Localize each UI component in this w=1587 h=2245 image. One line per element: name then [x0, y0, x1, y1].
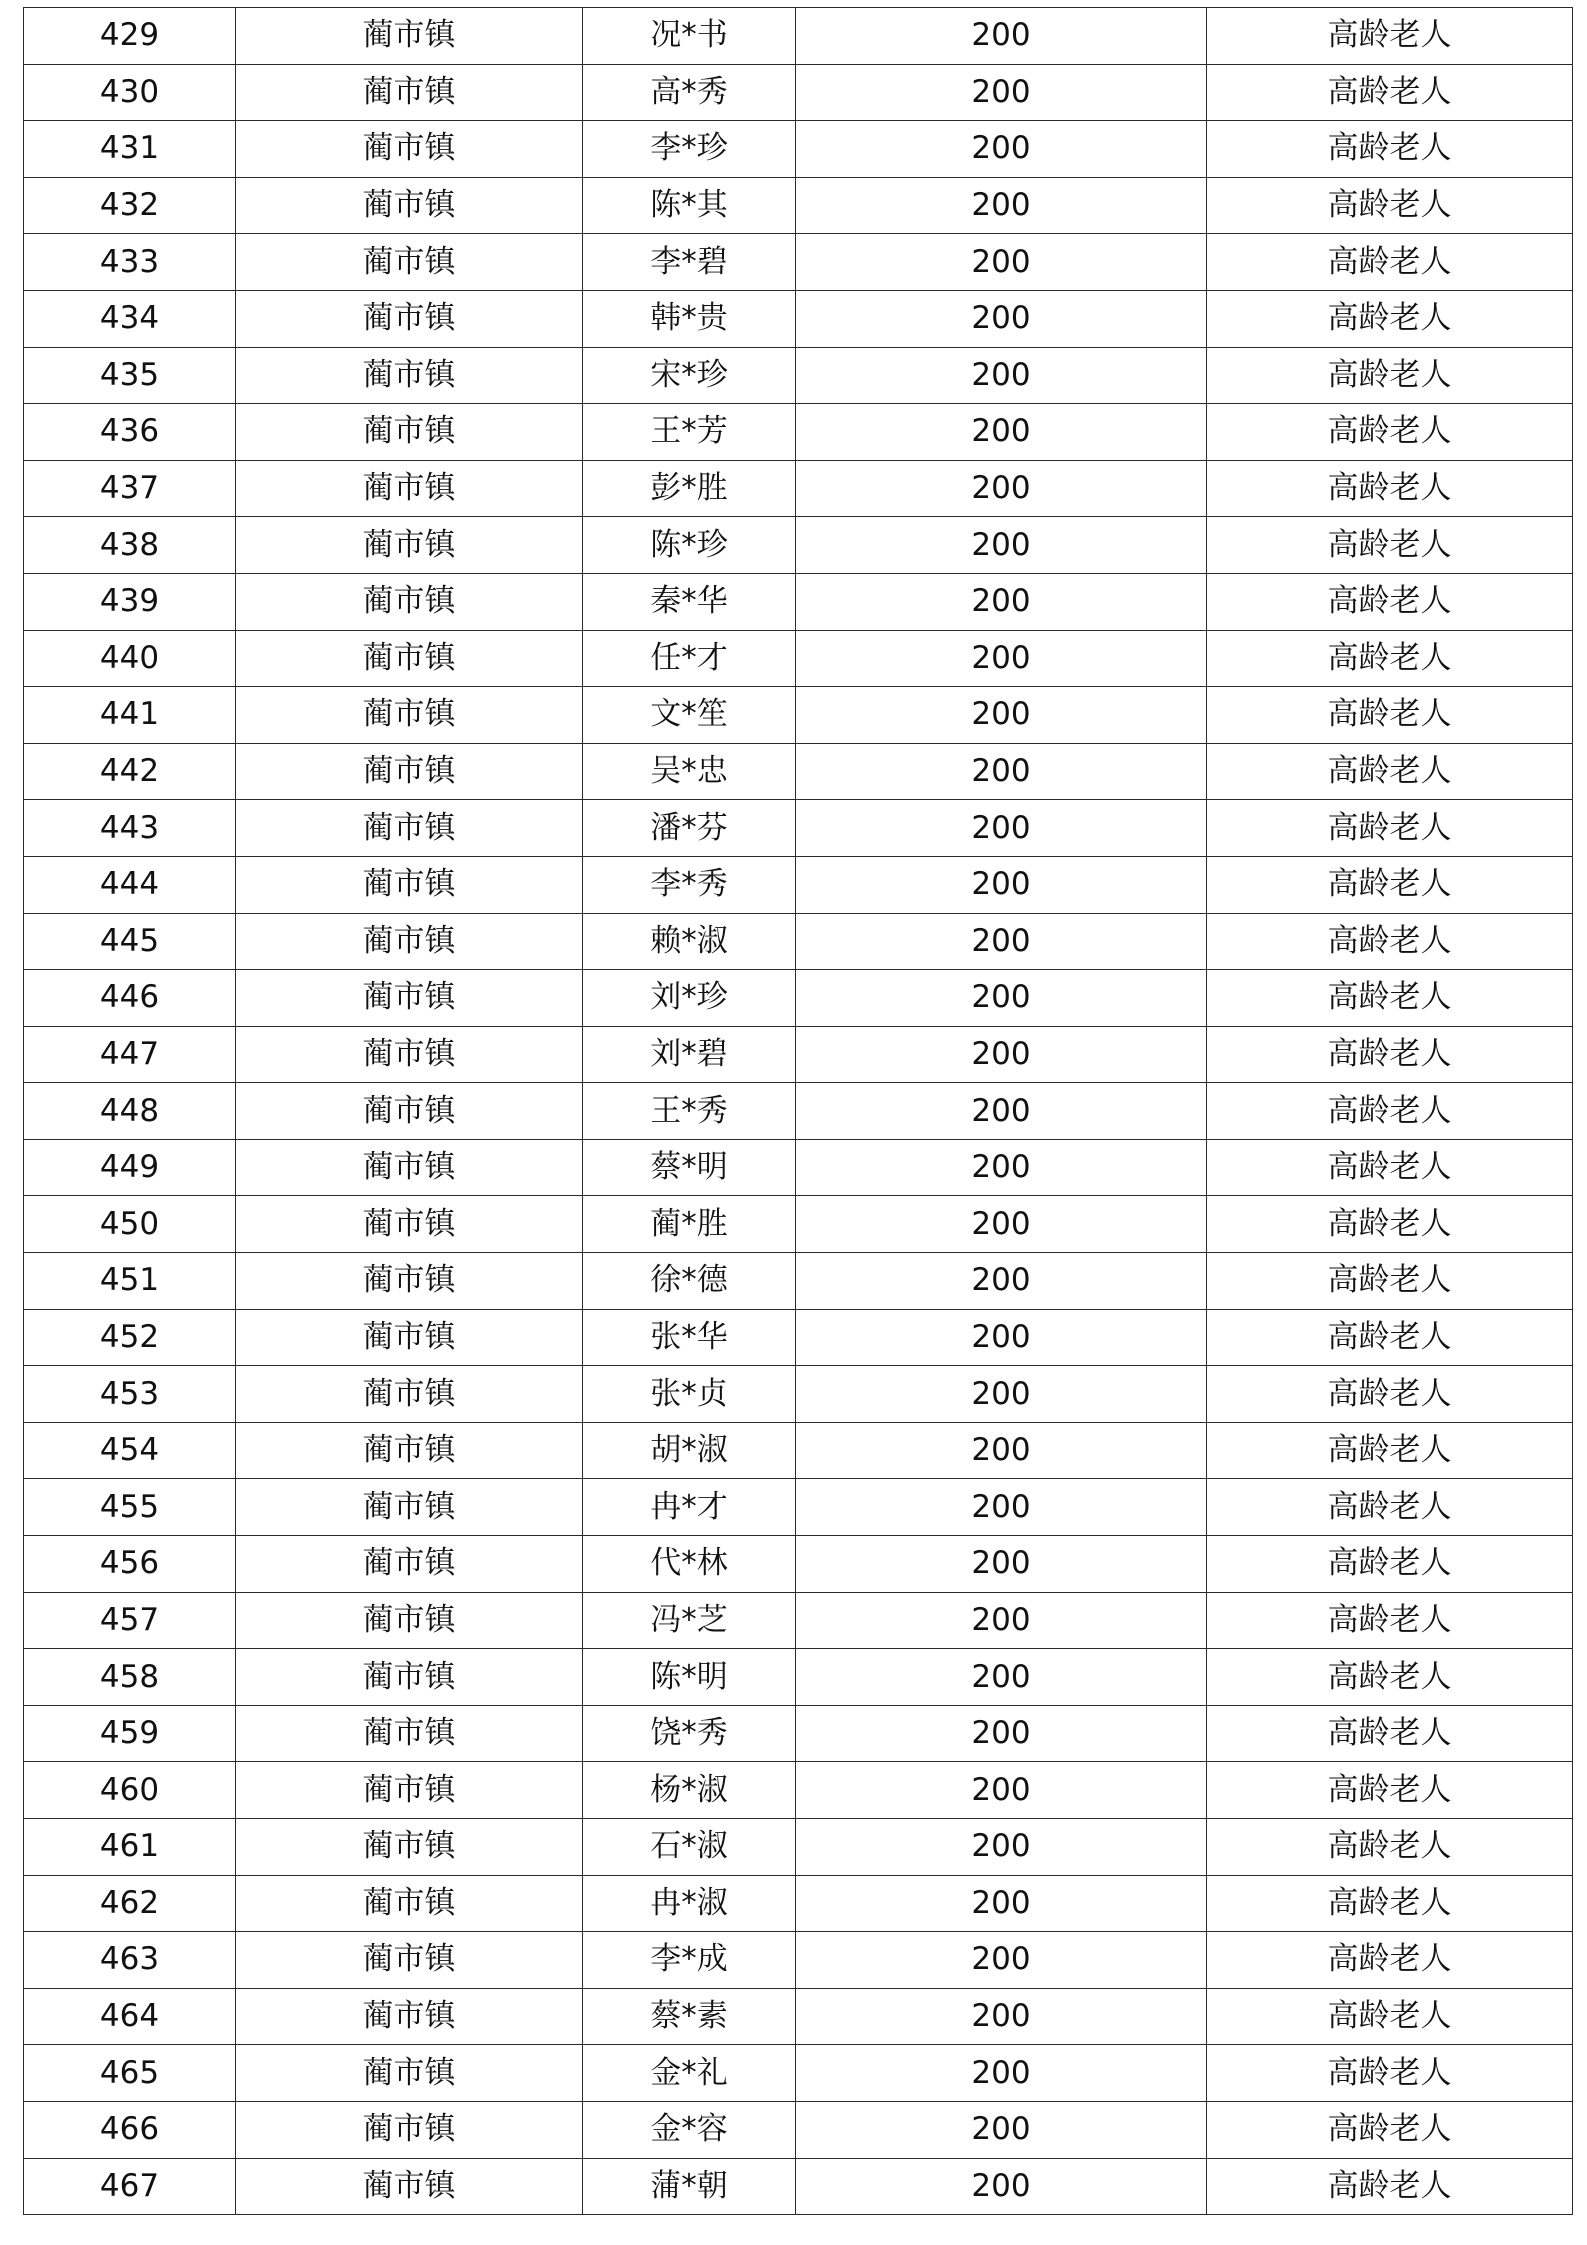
town-cell: 蔺市镇: [236, 573, 583, 630]
table-row: [24, 1649, 1573, 1706]
table-row: [24, 1366, 1573, 1423]
amount-cell: 200: [796, 743, 1207, 800]
amount-cell: 200: [796, 970, 1207, 1027]
category-cell: 高龄老人: [1207, 2158, 1573, 2215]
serial-number-cell: 453: [24, 1366, 236, 1423]
category-cell: 高龄老人: [1207, 64, 1573, 121]
town-cell: 蔺市镇: [236, 234, 583, 291]
table-row: [24, 2101, 1573, 2158]
amount-cell: 200: [796, 64, 1207, 121]
name-cell: 任*才: [583, 630, 796, 687]
town-cell: 蔺市镇: [236, 517, 583, 574]
table-row: [24, 743, 1573, 800]
table-row: [24, 1083, 1573, 1140]
table-row: [24, 1592, 1573, 1649]
category-cell: 高龄老人: [1207, 290, 1573, 347]
table-row: [24, 1988, 1573, 2045]
amount-cell: 200: [796, 1592, 1207, 1649]
table-row: [24, 1932, 1573, 1989]
category-cell: 高龄老人: [1207, 404, 1573, 461]
table-row: [24, 1762, 1573, 1819]
category-cell: 高龄老人: [1207, 1366, 1573, 1423]
table-row: [24, 630, 1573, 687]
amount-cell: 200: [796, 1479, 1207, 1536]
name-cell: 秦*华: [583, 573, 796, 630]
category-cell: 高龄老人: [1207, 1026, 1573, 1083]
amount-cell: 200: [796, 1536, 1207, 1593]
name-cell: 潘*芬: [583, 800, 796, 857]
town-cell: 蔺市镇: [236, 2158, 583, 2215]
town-cell: 蔺市镇: [236, 1649, 583, 1706]
amount-cell: 200: [796, 1819, 1207, 1876]
category-cell: 高龄老人: [1207, 573, 1573, 630]
town-cell: 蔺市镇: [236, 347, 583, 404]
name-cell: 况*书: [583, 8, 796, 65]
table-row: [24, 1705, 1573, 1762]
town-cell: 蔺市镇: [236, 177, 583, 234]
amount-cell: 200: [796, 687, 1207, 744]
category-cell: 高龄老人: [1207, 856, 1573, 913]
category-cell: 高龄老人: [1207, 517, 1573, 574]
serial-number-cell: 438: [24, 517, 236, 574]
serial-number-cell: 455: [24, 1479, 236, 1536]
serial-number-cell: 464: [24, 1988, 236, 2045]
amount-cell: 200: [796, 1309, 1207, 1366]
table-row: [24, 1819, 1573, 1876]
serial-number-cell: 445: [24, 913, 236, 970]
category-cell: 高龄老人: [1207, 460, 1573, 517]
amount-cell: 200: [796, 177, 1207, 234]
town-cell: 蔺市镇: [236, 1139, 583, 1196]
amount-cell: 200: [796, 234, 1207, 291]
name-cell: 胡*淑: [583, 1422, 796, 1479]
town-cell: 蔺市镇: [236, 1026, 583, 1083]
amount-cell: 200: [796, 2101, 1207, 2158]
amount-cell: 200: [796, 1649, 1207, 1706]
category-cell: 高龄老人: [1207, 1536, 1573, 1593]
name-cell: 冉*淑: [583, 1875, 796, 1932]
town-cell: 蔺市镇: [236, 1309, 583, 1366]
serial-number-cell: 437: [24, 460, 236, 517]
serial-number-cell: 439: [24, 573, 236, 630]
name-cell: 蔺*胜: [583, 1196, 796, 1253]
name-cell: 李*秀: [583, 856, 796, 913]
table-row: [24, 64, 1573, 121]
table-body: [24, 8, 1573, 2215]
category-cell: 高龄老人: [1207, 2045, 1573, 2102]
category-cell: 高龄老人: [1207, 121, 1573, 178]
category-cell: 高龄老人: [1207, 630, 1573, 687]
serial-number-cell: 451: [24, 1253, 236, 1310]
table-row: [24, 2045, 1573, 2102]
table-row: [24, 1422, 1573, 1479]
category-cell: 高龄老人: [1207, 800, 1573, 857]
name-cell: 代*林: [583, 1536, 796, 1593]
serial-number-cell: 443: [24, 800, 236, 857]
town-cell: 蔺市镇: [236, 2045, 583, 2102]
table-row: [24, 460, 1573, 517]
amount-cell: 200: [796, 573, 1207, 630]
town-cell: 蔺市镇: [236, 743, 583, 800]
amount-cell: 200: [796, 517, 1207, 574]
town-cell: 蔺市镇: [236, 913, 583, 970]
category-cell: 高龄老人: [1207, 1083, 1573, 1140]
name-cell: 李*珍: [583, 121, 796, 178]
name-cell: 冉*才: [583, 1479, 796, 1536]
amount-cell: 200: [796, 460, 1207, 517]
amount-cell: 200: [796, 1366, 1207, 1423]
category-cell: 高龄老人: [1207, 1479, 1573, 1536]
table-row: [24, 1479, 1573, 1536]
table-row: [24, 1253, 1573, 1310]
name-cell: 彭*胜: [583, 460, 796, 517]
category-cell: 高龄老人: [1207, 1875, 1573, 1932]
serial-number-cell: 444: [24, 856, 236, 913]
amount-cell: 200: [796, 1139, 1207, 1196]
serial-number-cell: 466: [24, 2101, 236, 2158]
serial-number-cell: 459: [24, 1705, 236, 1762]
amount-cell: 200: [796, 1026, 1207, 1083]
name-cell: 金*礼: [583, 2045, 796, 2102]
name-cell: 杨*淑: [583, 1762, 796, 1819]
table-row: [24, 1536, 1573, 1593]
name-cell: 李*碧: [583, 234, 796, 291]
town-cell: 蔺市镇: [236, 800, 583, 857]
serial-number-cell: 454: [24, 1422, 236, 1479]
serial-number-cell: 435: [24, 347, 236, 404]
serial-number-cell: 462: [24, 1875, 236, 1932]
table-row: [24, 404, 1573, 461]
name-cell: 张*贞: [583, 1366, 796, 1423]
table-row: [24, 856, 1573, 913]
serial-number-cell: 452: [24, 1309, 236, 1366]
amount-cell: 200: [796, 1422, 1207, 1479]
name-cell: 刘*碧: [583, 1026, 796, 1083]
town-cell: 蔺市镇: [236, 687, 583, 744]
amount-cell: 200: [796, 800, 1207, 857]
name-cell: 王*秀: [583, 1083, 796, 1140]
town-cell: 蔺市镇: [236, 290, 583, 347]
amount-cell: 200: [796, 1196, 1207, 1253]
serial-number-cell: 465: [24, 2045, 236, 2102]
table-row: [24, 970, 1573, 1027]
category-cell: 高龄老人: [1207, 1422, 1573, 1479]
amount-cell: 200: [796, 1083, 1207, 1140]
name-cell: 李*成: [583, 1932, 796, 1989]
name-cell: 蔡*素: [583, 1988, 796, 2045]
name-cell: 金*容: [583, 2101, 796, 2158]
category-cell: 高龄老人: [1207, 347, 1573, 404]
category-cell: 高龄老人: [1207, 1988, 1573, 2045]
amount-cell: 200: [796, 290, 1207, 347]
serial-number-cell: 433: [24, 234, 236, 291]
amount-cell: 200: [796, 630, 1207, 687]
table-row: [24, 517, 1573, 574]
table-row: [24, 687, 1573, 744]
table-row: [24, 1026, 1573, 1083]
category-cell: 高龄老人: [1207, 234, 1573, 291]
town-cell: 蔺市镇: [236, 1988, 583, 2045]
town-cell: 蔺市镇: [236, 404, 583, 461]
serial-number-cell: 460: [24, 1762, 236, 1819]
serial-number-cell: 429: [24, 8, 236, 65]
table-row: [24, 234, 1573, 291]
table-row: [24, 177, 1573, 234]
amount-cell: 200: [796, 1253, 1207, 1310]
table-row: [24, 913, 1573, 970]
category-cell: 高龄老人: [1207, 1196, 1573, 1253]
town-cell: 蔺市镇: [236, 970, 583, 1027]
serial-number-cell: 456: [24, 1536, 236, 1593]
town-cell: 蔺市镇: [236, 2101, 583, 2158]
town-cell: 蔺市镇: [236, 121, 583, 178]
category-cell: 高龄老人: [1207, 1762, 1573, 1819]
category-cell: 高龄老人: [1207, 8, 1573, 65]
serial-number-cell: 457: [24, 1592, 236, 1649]
town-cell: 蔺市镇: [236, 64, 583, 121]
category-cell: 高龄老人: [1207, 177, 1573, 234]
category-cell: 高龄老人: [1207, 1932, 1573, 1989]
amount-cell: 200: [796, 2045, 1207, 2102]
serial-number-cell: 450: [24, 1196, 236, 1253]
town-cell: 蔺市镇: [236, 1479, 583, 1536]
amount-cell: 200: [796, 1705, 1207, 1762]
category-cell: 高龄老人: [1207, 687, 1573, 744]
amount-cell: 200: [796, 1762, 1207, 1819]
serial-number-cell: 440: [24, 630, 236, 687]
amount-cell: 200: [796, 121, 1207, 178]
name-cell: 陈*明: [583, 1649, 796, 1706]
amount-cell: 200: [796, 404, 1207, 461]
table-row: [24, 121, 1573, 178]
table-row: [24, 2158, 1573, 2215]
category-cell: 高龄老人: [1207, 2101, 1573, 2158]
town-cell: 蔺市镇: [236, 1196, 583, 1253]
town-cell: 蔺市镇: [236, 1819, 583, 1876]
name-cell: 赖*淑: [583, 913, 796, 970]
town-cell: 蔺市镇: [236, 1536, 583, 1593]
category-cell: 高龄老人: [1207, 1139, 1573, 1196]
amount-cell: 200: [796, 347, 1207, 404]
name-cell: 蒲*朝: [583, 2158, 796, 2215]
town-cell: 蔺市镇: [236, 1083, 583, 1140]
table-row: [24, 800, 1573, 857]
town-cell: 蔺市镇: [236, 1592, 583, 1649]
name-cell: 宋*珍: [583, 347, 796, 404]
name-cell: 石*淑: [583, 1819, 796, 1876]
serial-number-cell: 431: [24, 121, 236, 178]
serial-number-cell: 449: [24, 1139, 236, 1196]
serial-number-cell: 436: [24, 404, 236, 461]
category-cell: 高龄老人: [1207, 913, 1573, 970]
amount-cell: 200: [796, 913, 1207, 970]
category-cell: 高龄老人: [1207, 1309, 1573, 1366]
name-cell: 饶*秀: [583, 1705, 796, 1762]
serial-number-cell: 442: [24, 743, 236, 800]
name-cell: 吴*忠: [583, 743, 796, 800]
category-cell: 高龄老人: [1207, 970, 1573, 1027]
name-cell: 张*华: [583, 1309, 796, 1366]
table-container: [23, 7, 1572, 2215]
name-cell: 王*芳: [583, 404, 796, 461]
category-cell: 高龄老人: [1207, 1819, 1573, 1876]
serial-number-cell: 461: [24, 1819, 236, 1876]
serial-number-cell: 458: [24, 1649, 236, 1706]
category-cell: 高龄老人: [1207, 743, 1573, 800]
serial-number-cell: 448: [24, 1083, 236, 1140]
name-cell: 韩*贵: [583, 290, 796, 347]
town-cell: 蔺市镇: [236, 1366, 583, 1423]
town-cell: 蔺市镇: [236, 1422, 583, 1479]
town-cell: 蔺市镇: [236, 630, 583, 687]
town-cell: 蔺市镇: [236, 1705, 583, 1762]
category-cell: 高龄老人: [1207, 1649, 1573, 1706]
town-cell: 蔺市镇: [236, 1875, 583, 1932]
table-row: [24, 1875, 1573, 1932]
town-cell: 蔺市镇: [236, 856, 583, 913]
town-cell: 蔺市镇: [236, 8, 583, 65]
table-row: [24, 1139, 1573, 1196]
town-cell: 蔺市镇: [236, 1932, 583, 1989]
amount-cell: 200: [796, 2158, 1207, 2215]
serial-number-cell: 467: [24, 2158, 236, 2215]
category-cell: 高龄老人: [1207, 1592, 1573, 1649]
name-cell: 陈*其: [583, 177, 796, 234]
amount-cell: 200: [796, 1988, 1207, 2045]
table-row: [24, 347, 1573, 404]
table-row: [24, 8, 1573, 65]
name-cell: 高*秀: [583, 64, 796, 121]
table-row: [24, 290, 1573, 347]
serial-number-cell: 446: [24, 970, 236, 1027]
serial-number-cell: 432: [24, 177, 236, 234]
name-cell: 徐*德: [583, 1253, 796, 1310]
town-cell: 蔺市镇: [236, 1762, 583, 1819]
table-row: [24, 1309, 1573, 1366]
town-cell: 蔺市镇: [236, 1253, 583, 1310]
name-cell: 陈*珍: [583, 517, 796, 574]
table-row: [24, 1196, 1573, 1253]
name-cell: 文*笙: [583, 687, 796, 744]
serial-number-cell: 447: [24, 1026, 236, 1083]
serial-number-cell: 434: [24, 290, 236, 347]
name-cell: 冯*芝: [583, 1592, 796, 1649]
town-cell: 蔺市镇: [236, 460, 583, 517]
amount-cell: 200: [796, 8, 1207, 65]
amount-cell: 200: [796, 1875, 1207, 1932]
serial-number-cell: 430: [24, 64, 236, 121]
amount-cell: 200: [796, 1932, 1207, 1989]
amount-cell: 200: [796, 856, 1207, 913]
name-cell: 刘*珍: [583, 970, 796, 1027]
table-row: [24, 573, 1573, 630]
category-cell: 高龄老人: [1207, 1253, 1573, 1310]
category-cell: 高龄老人: [1207, 1705, 1573, 1762]
serial-number-cell: 441: [24, 687, 236, 744]
name-cell: 蔡*明: [583, 1139, 796, 1196]
subsidy-table: [23, 7, 1573, 2215]
serial-number-cell: 463: [24, 1932, 236, 1989]
